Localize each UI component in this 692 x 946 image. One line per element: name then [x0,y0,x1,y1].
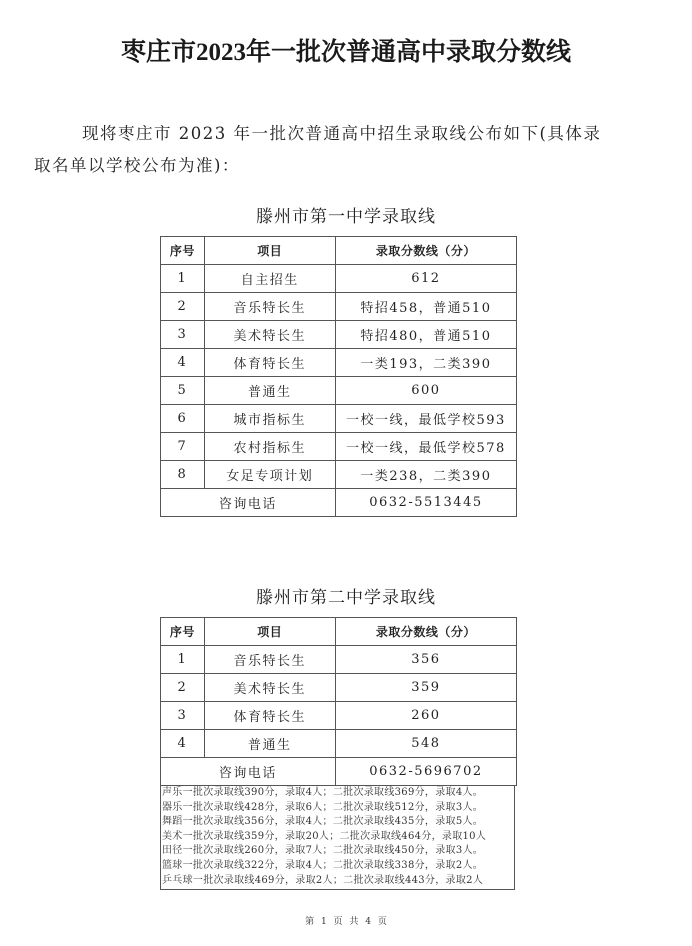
row-no: 1 [161,265,205,293]
table-row [161,702,517,730]
note-line: 田径一批次录取线260分，录取7人；二批次录取线450分，录取3人。 [162,845,484,857]
school2-table [160,617,517,786]
note-line: 乒乓球一批次录取线469分，录取2人；二批次录取线443分，录取2人 [162,874,484,886]
row-item: 普通生 [204,377,335,405]
school1-heading: 滕州市第一中学录取线 [256,207,436,227]
contact-phone: 0632-5696702 [335,758,516,786]
intro-line-1: 现将枣庄市 2023 年一批次普通高中招生录取线公布如下(具体录 [82,124,602,143]
row-item: 美术特长生 [204,321,335,349]
table-row [161,293,517,321]
note-line: 篮球一批次录取线322分，录取4人；二批次录取线338分，录取2人。 [162,859,484,871]
contact-phone: 0632-5513445 [335,489,516,517]
row-score: 600 [335,377,516,405]
intro-paragraph [34,118,654,182]
row-item: 普通生 [204,730,335,758]
document-title: 枣庄市2023年一批次普通高中录取分数线 [120,39,571,66]
school1-table [160,236,517,517]
admission-notes [160,785,515,890]
row-no: 3 [161,321,205,349]
row-score: 特招458，普通510 [335,293,516,321]
row-item: 自主招生 [204,265,335,293]
row-item: 体育特长生 [204,349,335,377]
row-no: 4 [161,730,205,758]
row-item: 音乐特长生 [204,293,335,321]
table-row [161,321,517,349]
table-row [161,461,517,489]
row-score: 548 [335,730,516,758]
table-row [161,433,517,461]
school2-heading: 滕州市第二中学录取线 [256,588,436,608]
row-score: 260 [335,702,516,730]
table-row [161,730,517,758]
table-row [161,674,517,702]
table-row [161,405,517,433]
row-item: 农村指标生 [204,433,335,461]
row-score: 612 [335,265,516,293]
col-header-score: 录取分数线（分） [335,618,516,646]
note-line: 舞蹈一批次录取线356分，录取4人；二批次录取线435分，录取5人。 [162,816,484,828]
row-item: 城市指标生 [204,405,335,433]
row-no: 8 [161,461,205,489]
table-row [161,646,517,674]
row-score: 359 [335,674,516,702]
table-header-row [161,237,517,265]
contact-row [161,758,517,786]
contact-label: 咨询电话 [161,758,336,786]
row-score: 一类238，二类390 [335,461,516,489]
row-no: 6 [161,405,205,433]
row-item: 音乐特长生 [204,646,335,674]
row-no: 3 [161,702,205,730]
row-score: 一校一线，最低学校578 [335,433,516,461]
table-row [161,265,517,293]
page-indicator: 第 1 页 共 4 页 [305,917,387,927]
table-header-row [161,618,517,646]
row-score: 一校一线，最低学校593 [335,405,516,433]
table-row [161,377,517,405]
row-no: 1 [161,646,205,674]
note-line: 声乐一批次录取线390分，录取4人；二批次录取线369分，录取4人。 [162,787,484,798]
intro-line-2: 取名单以学校公布为准)： [34,156,240,175]
col-header-no: 序号 [161,618,205,646]
row-score: 特招480，普通510 [335,321,516,349]
col-header-no: 序号 [161,237,205,265]
row-no: 2 [161,674,205,702]
col-header-item: 项目 [204,618,335,646]
row-item: 美术特长生 [204,674,335,702]
col-header-score: 录取分数线（分） [335,237,516,265]
contact-row [161,489,517,517]
row-no: 5 [161,377,205,405]
row-no: 4 [161,349,205,377]
row-item: 女足专项计划 [204,461,335,489]
row-no: 2 [161,293,205,321]
row-score: 一类193，二类390 [335,349,516,377]
table-row [161,349,517,377]
note-line: 器乐一批次录取线428分，录取6人；二批次录取线512分，录取3人。 [162,801,484,813]
row-no: 7 [161,433,205,461]
note-line: 美术一批次录取线359分，录取20人；二批次录取线464分，录取10人 [162,830,487,842]
row-score: 356 [335,646,516,674]
contact-label: 咨询电话 [161,489,336,517]
row-item: 体育特长生 [204,702,335,730]
col-header-item: 项目 [204,237,335,265]
